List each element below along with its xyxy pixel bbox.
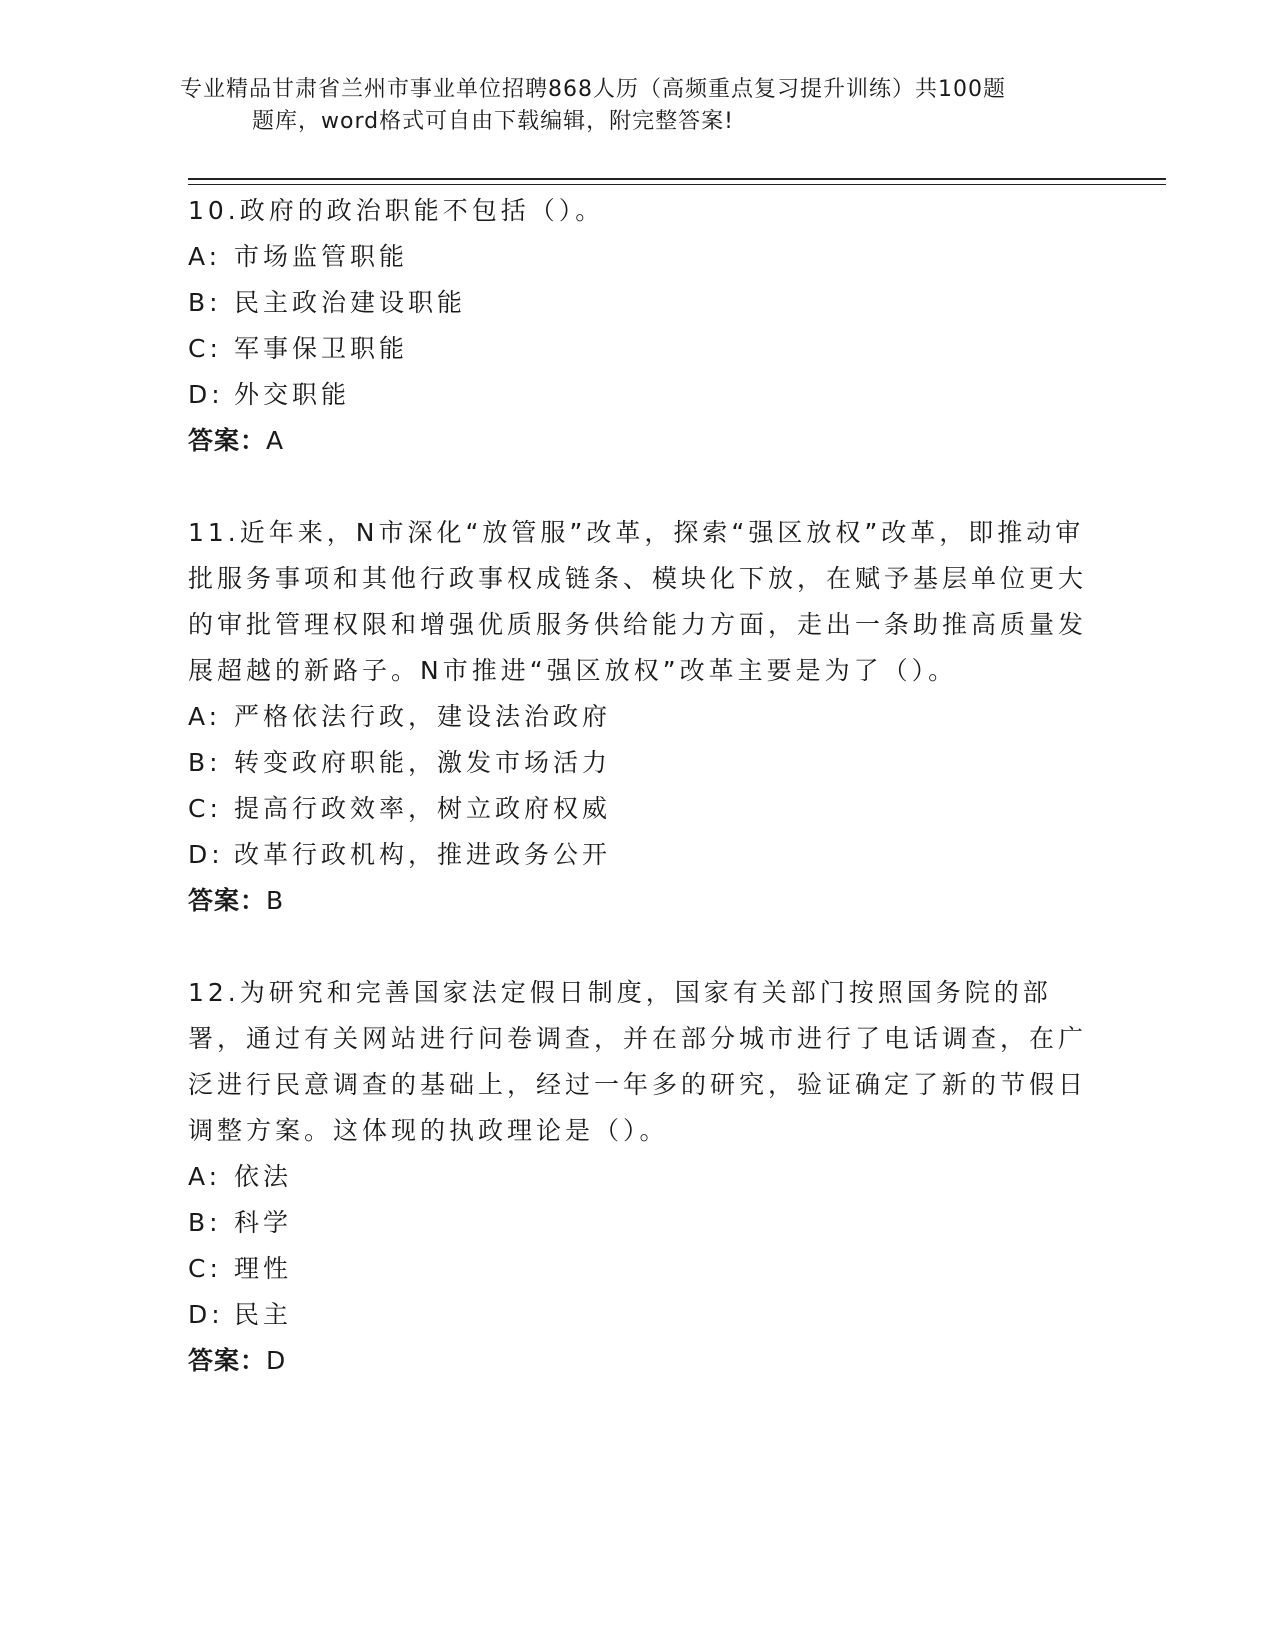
option-text: 市场监管职能 <box>234 242 409 271</box>
answer-line <box>188 1338 1088 1384</box>
header-divider <box>188 178 1166 185</box>
answer-value: D <box>266 1346 287 1375</box>
option-letter: C: <box>188 334 222 363</box>
question-stem: 12.为研究和完善国家法定假日制度，国家有关部门按照国务院的部署，通过有关网站进行问卷调查，并在部分城市进行了电话调查，在广泛进行民意调查的基础上，经过一年多的研究，验证确定了新的节假日调整方案。这体现的执政理论是（）。 <box>188 978 1088 1145</box>
answer-label: 答案： <box>188 426 267 455</box>
answer-line <box>188 878 1088 924</box>
option-letter: B: <box>188 288 222 317</box>
option-b <box>188 740 1088 786</box>
question-12 <box>188 970 1088 1384</box>
answer-label: 答案： <box>188 886 267 915</box>
option-letter: C: <box>188 794 222 823</box>
option-letter: D: <box>188 380 224 409</box>
option-letter: A: <box>188 1162 222 1191</box>
option-text: 改革行政机构，推进政务公开 <box>234 840 612 869</box>
option-a <box>188 694 1088 740</box>
option-d <box>188 1292 1088 1338</box>
question-list <box>188 188 1088 1384</box>
option-text: 提高行政效率，树立政府权威 <box>234 794 612 823</box>
option-b <box>188 280 1088 326</box>
option-text: 转变政府职能，激发市场活力 <box>234 748 612 777</box>
question-stem: 10.政府的政治职能不包括（）。 <box>188 196 605 225</box>
option-text: 理性 <box>234 1254 293 1283</box>
document-header <box>180 74 1080 138</box>
option-letter: C: <box>188 1254 222 1283</box>
option-d <box>188 372 1088 418</box>
option-text: 军事保卫职能 <box>234 334 409 363</box>
option-text: 外交职能 <box>234 380 351 409</box>
answer-line <box>188 418 1088 464</box>
question-11 <box>188 510 1088 924</box>
option-letter: D: <box>188 1300 224 1329</box>
answer-value: B <box>266 886 285 915</box>
option-text: 科学 <box>234 1208 293 1237</box>
option-c <box>188 326 1088 372</box>
option-text: 依法 <box>234 1162 293 1191</box>
option-text: 民主政治建设职能 <box>234 288 467 317</box>
question-spacer <box>188 464 1088 510</box>
option-text: 严格依法行政，建设法治政府 <box>234 702 612 731</box>
question-stem: 11.近年来，N市深化“放管服”改革，探索“强区放权”改革，即推动审批服务事项和其他行政事权成链条、模块化下放，在赋予基层单位更大的审批管理权限和增强优质服务供给能力方面，走出一条助推高质量发展超越的新路子。N市推进“强区放权”改革主要是为了（）。 <box>188 518 1088 685</box>
header-title-line2: 题库，word格式可自由下载编辑，附完整答案! <box>252 109 734 134</box>
option-letter: B: <box>188 748 222 777</box>
option-text: 民主 <box>234 1300 293 1329</box>
option-c <box>188 1246 1088 1292</box>
answer-label: 答案： <box>188 1346 267 1375</box>
question-spacer <box>188 924 1088 970</box>
option-a <box>188 234 1088 280</box>
option-letter: A: <box>188 702 222 731</box>
option-a <box>188 1154 1088 1200</box>
answer-value: A <box>266 426 285 455</box>
question-10 <box>188 188 1088 464</box>
option-d <box>188 832 1088 878</box>
header-title-line1: 专业精品甘肃省兰州市事业单位招聘868人历（高频重点复习提升训练）共100题 <box>180 77 1006 102</box>
option-letter: D: <box>188 840 224 869</box>
option-c <box>188 786 1088 832</box>
option-b <box>188 1200 1088 1246</box>
option-letter: A: <box>188 242 222 271</box>
option-letter: B: <box>188 1208 222 1237</box>
